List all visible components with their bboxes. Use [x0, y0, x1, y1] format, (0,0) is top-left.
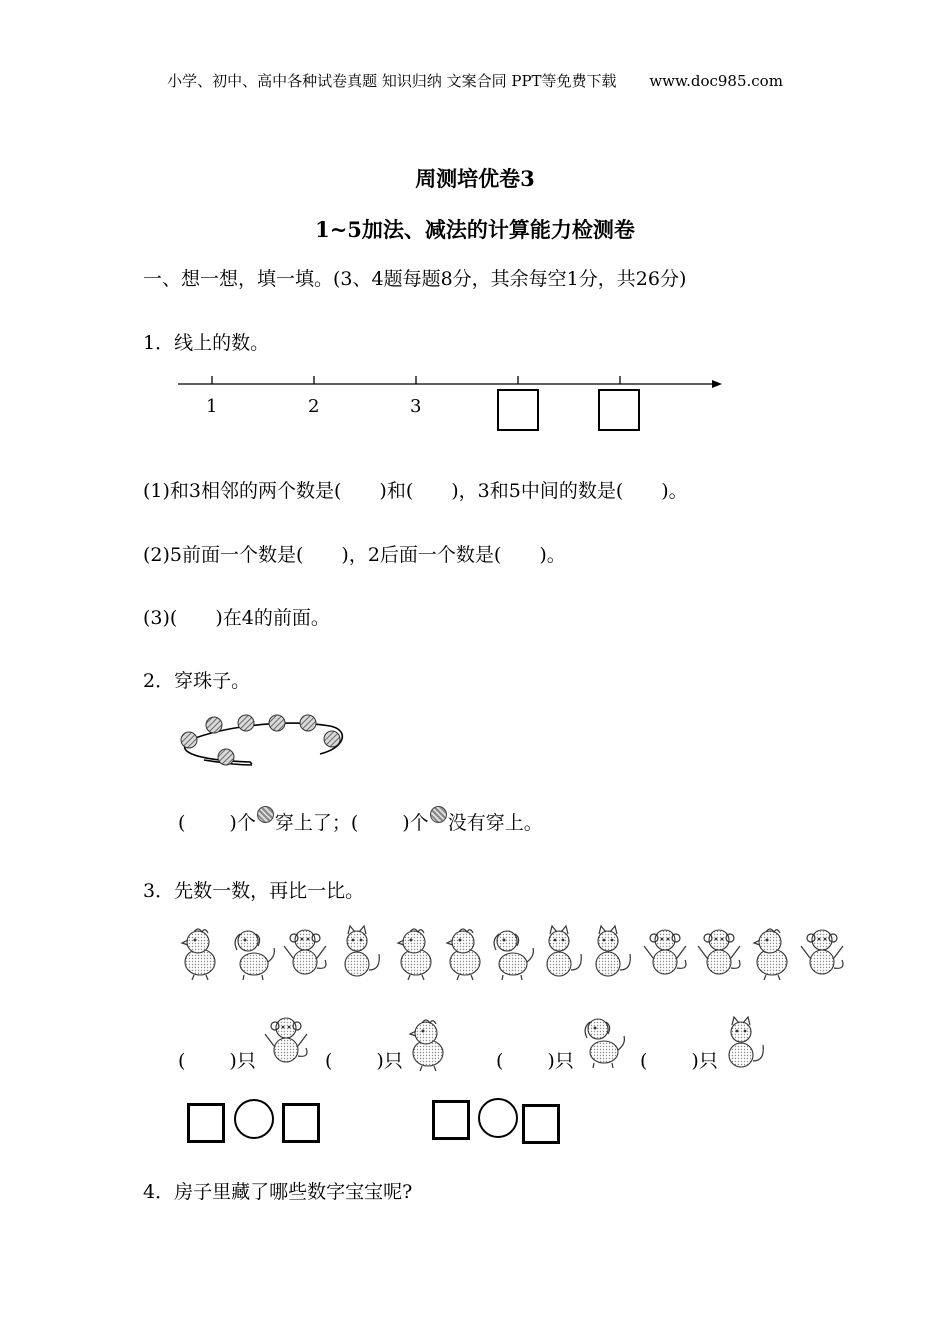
chick-icon — [176, 924, 226, 986]
bead — [206, 717, 222, 733]
dog-icon — [487, 924, 537, 986]
bead-icon — [430, 806, 447, 823]
bead — [218, 749, 234, 765]
count-chick: ( )只 — [325, 1050, 403, 1072]
count-cat: ( )只 — [640, 1050, 718, 1072]
bead — [269, 715, 285, 731]
monkey-icon — [695, 924, 745, 986]
compare-box-left-b[interactable] — [282, 1103, 320, 1143]
q4-title: 4．房子里藏了哪些数字宝宝呢? — [143, 1181, 413, 1203]
q1-title: 1．线上的数。 — [143, 332, 270, 354]
chick-icon — [748, 924, 798, 986]
answer-box-4[interactable] — [497, 389, 539, 431]
number-line-arrow — [712, 380, 722, 388]
tick-label-2: 2 — [308, 396, 320, 417]
cat-icon — [719, 1015, 769, 1077]
compare-box-right-b[interactable] — [522, 1104, 560, 1144]
q1-sub3: (3)( )在4的前面。 — [143, 607, 330, 629]
page-header — [0, 70, 950, 91]
cat-icon — [335, 924, 385, 986]
count-dog: ( )只 — [496, 1050, 574, 1072]
header-site: www.doc985.com — [649, 72, 783, 90]
count-monkey: ( )只 — [178, 1050, 256, 1072]
monkey-icon — [798, 924, 848, 986]
q2-title: 2．穿珠子。 — [143, 670, 251, 692]
q2-answer-line: ( )个 穿上了；( )个 没有穿上。 — [178, 806, 543, 835]
compare-box-left-a[interactable] — [187, 1103, 225, 1143]
tick-label-3: 3 — [410, 396, 422, 417]
bead-icon — [257, 806, 274, 823]
page-title: 周测培优卷3 — [415, 166, 535, 191]
chick-icon — [404, 1015, 454, 1077]
monkey-icon — [281, 924, 331, 986]
answer-box-5[interactable] — [598, 389, 640, 431]
bead — [324, 731, 340, 747]
section-heading: 一、想一想，填一填。(3、4题每题8分，其余每空1分，共26分) — [143, 268, 687, 290]
compare-box-right-a[interactable] — [432, 1100, 470, 1140]
dog-icon — [228, 924, 278, 986]
chick-icon — [441, 924, 491, 986]
compare-circle-left[interactable] — [234, 1099, 274, 1139]
monkey-icon — [641, 924, 691, 986]
monkey-icon — [262, 1012, 312, 1074]
bead — [300, 715, 316, 731]
bead — [238, 715, 254, 731]
q3-title: 3．先数一数，再比一比。 — [143, 880, 365, 902]
q1-sub2: (2)5前面一个数是( )，2后面一个数是( )。 — [143, 544, 566, 566]
tick-label-1: 1 — [206, 396, 218, 417]
cat-icon — [537, 924, 587, 986]
dog-icon — [578, 1012, 628, 1074]
chick-icon — [392, 924, 442, 986]
q1-sub1: (1)和3相邻的两个数是( )和( )，3和5中间的数是( )。 — [143, 480, 688, 502]
bead-string — [170, 708, 360, 773]
page-subtitle: 1~5加法、减法的计算能力检测卷 — [315, 217, 635, 242]
header-text: 小学、初中、高中各种试卷真题 知识归纳 文案合同 PPT等免费下载 — [167, 72, 617, 90]
compare-circle-right[interactable] — [478, 1098, 518, 1138]
bead — [181, 732, 197, 748]
cat-icon — [586, 924, 636, 986]
number-line — [170, 372, 730, 442]
